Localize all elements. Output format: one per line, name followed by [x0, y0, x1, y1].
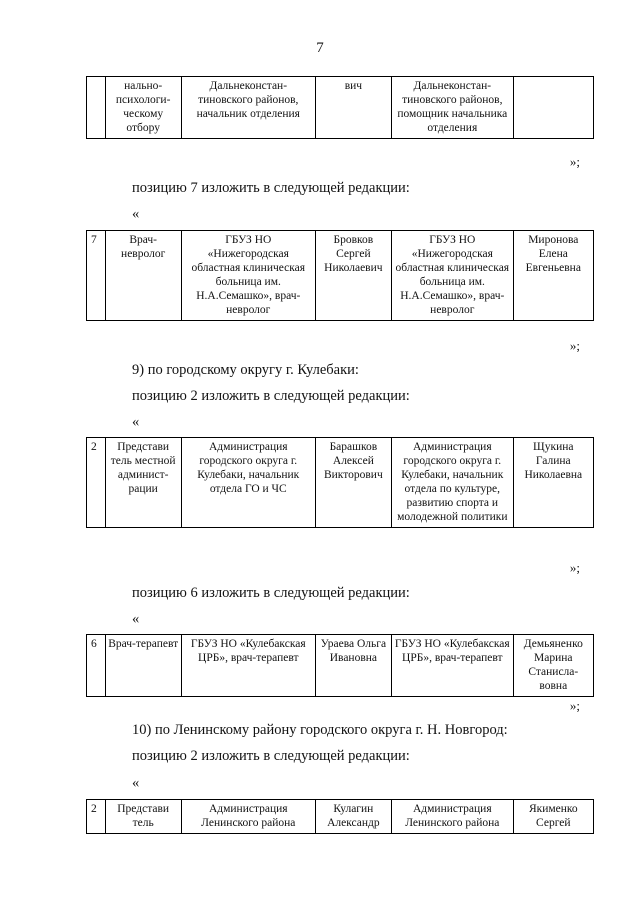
cell-organization-reserve: Дальнеконстан-тиновского районов, помощник начальника отделения: [392, 77, 514, 139]
cell-number: 7: [87, 231, 106, 321]
cell-number: [87, 77, 106, 139]
table-kulebaki-position-2: [86, 437, 594, 528]
cell-member: вич: [315, 77, 391, 139]
cell-position: нально-психологи-ческому отбору: [105, 77, 181, 139]
page-number: 7: [316, 40, 324, 56]
cell-organization-reserve: ГБУЗ НО «Кулебакская ЦРБ», врач-терапевт: [392, 635, 514, 697]
cell-organization: ГБУЗ НО «Кулебакская ЦРБ», врач-терапевт: [181, 635, 315, 697]
paragraph-position-2-leninsky: позицию 2 изложить в следующей редакции:: [132, 748, 410, 764]
table-continued: [86, 76, 594, 139]
cell-reserve: Якименко Сергей: [513, 800, 593, 834]
table-row: [87, 231, 594, 321]
cell-number: 6: [87, 635, 106, 697]
closing-quote: »;: [569, 560, 580, 575]
closing-quote: »;: [569, 338, 580, 353]
closing-quote: »;: [569, 698, 580, 713]
cell-reserve: Демьяненко Марина Станисла-вовна: [513, 635, 593, 697]
table-row: [87, 800, 594, 834]
cell-organization: Администрация городского округа г. Кулебаки, начальник отдела ГО и ЧС: [181, 438, 315, 528]
table-row: [87, 635, 594, 697]
cell-organization-reserve: Администрация Ленинского района: [392, 800, 514, 834]
paragraph-position-2: позицию 2 изложить в следующей редакции:: [132, 388, 410, 404]
table-position-7: [86, 230, 594, 321]
cell-member: Бровков Сергей Николаевич: [315, 231, 391, 321]
cell-member: Ураева Ольга Ивановна: [315, 635, 391, 697]
paragraph-position-6: позицию 6 изложить в следующей редакции:: [132, 585, 410, 601]
closing-quote: »;: [569, 154, 580, 169]
cell-member: Барашков Алексей Викторович: [315, 438, 391, 528]
heading-leninsky: 10) по Ленинскому району городского округа г. Н. Новгород:: [132, 722, 508, 738]
opening-quote: «: [132, 775, 140, 791]
cell-member: Кулагин Александр: [315, 800, 391, 834]
cell-position: Представи тель: [105, 800, 181, 834]
opening-quote: «: [132, 206, 140, 222]
cell-position: Врач-невролог: [105, 231, 181, 321]
table-leninsky-position-2: [86, 799, 594, 834]
table-kulebaki-position-6: [86, 634, 594, 697]
opening-quote: «: [132, 414, 140, 430]
cell-reserve: Миронова Елена Евгеньевна: [513, 231, 593, 321]
table-row: [87, 77, 594, 139]
table-row: [87, 438, 594, 528]
cell-number: 2: [87, 438, 106, 528]
cell-organization: ГБУЗ НО «Нижегородская областная клиническая больница им. Н.А.Семашко», врач-невролог: [181, 231, 315, 321]
cell-organization: Администрация Ленинского района: [181, 800, 315, 834]
cell-organization-reserve: ГБУЗ НО «Нижегородская областная клиническая больница им. Н.А.Семашко», врач-невролог: [392, 231, 514, 321]
opening-quote: «: [132, 611, 140, 627]
cell-organization: Дальнеконстан-тиновского районов, начальник отделения: [181, 77, 315, 139]
cell-reserve: [513, 77, 593, 139]
heading-kulebaki: 9) по городскому округу г. Кулебаки:: [132, 362, 359, 378]
cell-organization-reserve: Администрация городского округа г. Кулебаки, начальник отдела по культуре, развитию спорта и молодежной политики: [392, 438, 514, 528]
cell-position: Врач-терапевт: [105, 635, 181, 697]
paragraph-position-7: позицию 7 изложить в следующей редакции:: [132, 180, 410, 196]
cell-position: Представи тель местной админист-рации: [105, 438, 181, 528]
cell-number: 2: [87, 800, 106, 834]
cell-reserve: Щукина Галина Николаевна: [513, 438, 593, 528]
